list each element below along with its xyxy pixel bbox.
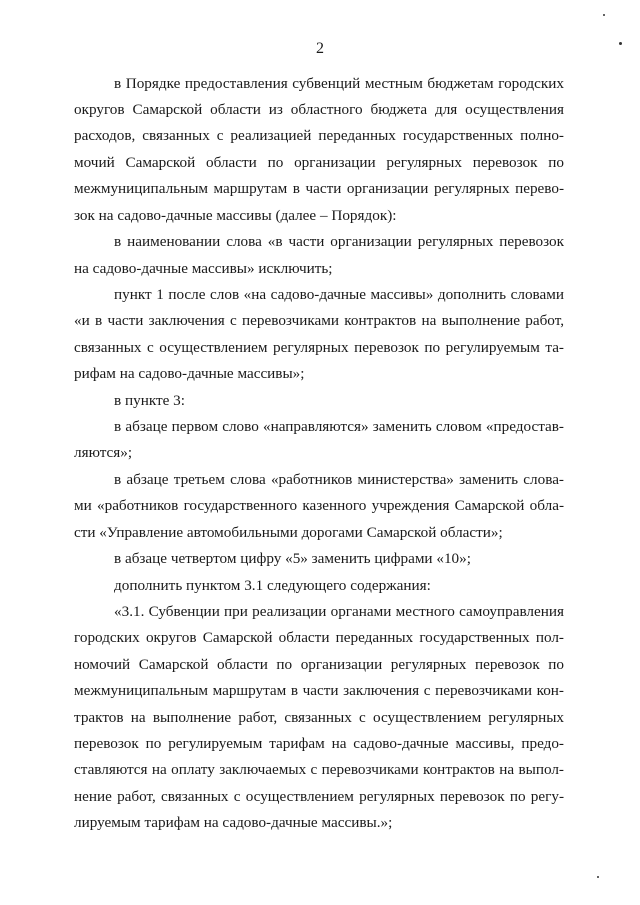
text-line: рифам на садово-дачные массивы»; <box>74 365 305 382</box>
text-line: «3.1. Субвенции при реализации органами местного самоуправления <box>114 603 564 620</box>
text-line: в пункте 3: <box>114 392 185 409</box>
text-line: ми «работников государственного казенного учреждения Самарской обла- <box>74 497 564 514</box>
text-line: в абзаце первом слово «направляются» заменить словом «предостав- <box>114 418 564 435</box>
text-line: сти «Управление автомобильными дорогами Самарской области»; <box>74 524 503 541</box>
text-line: в наименовании слова «в части организации регулярных перевозок <box>114 233 564 250</box>
text-line: «и в части заключения с перевозчиками контрактов на выполнение работ, <box>74 312 564 329</box>
text-line: расходов, связанных с реализацией переданных государственных полно- <box>74 127 564 144</box>
text-line: городских округов Самарской области переданных государственных пол- <box>74 629 564 646</box>
text-line: межмуниципальным маршрутам в части заключения с перевозчиками кон- <box>74 682 564 699</box>
scan-speck <box>603 14 605 16</box>
scan-speck <box>597 876 599 878</box>
scan-speck <box>619 42 622 45</box>
text-line: зок на садово-дачные массивы (далее – Порядок): <box>74 207 397 224</box>
text-line: нение работ, связанных с осуществлением регулярных перевозок по регу- <box>74 788 564 805</box>
text-line: межмуниципальным маршрутам в части организации регулярных перево- <box>74 180 564 197</box>
text-line: дополнить пунктом 3.1 следующего содержания: <box>114 577 431 594</box>
text-line: округов Самарской области из областного бюджета для осуществления <box>74 101 564 118</box>
text-line: лируемым тарифам на садово-дачные массивы.»; <box>74 814 393 831</box>
text-line: пункт 1 после слов «на садово-дачные массивы» дополнить словами <box>114 286 564 303</box>
text-line: трактов на выполнение работ, связанных с осуществлением регулярных <box>74 709 564 726</box>
text-line: на садово-дачные массивы» исключить; <box>74 260 333 277</box>
text-line: в абзаце четвертом цифру «5» заменить цифрами «10»; <box>114 550 471 567</box>
text-line: номочий Самарской области по организации регулярных перевозок по <box>74 656 564 673</box>
text-line: перевозок по регулируемым тарифам на садово-дачные массивы, предо- <box>74 735 564 752</box>
page-number: 2 <box>316 40 324 57</box>
text-line: связанных с осуществлением регулярных перевозок по регулируемым та- <box>74 339 564 356</box>
text-line: мочий Самарской области по организации регулярных перевозок по <box>74 154 564 171</box>
text-line: ставляются на оплату заключаемых с перевозчиками контрактов на выпол- <box>74 761 564 778</box>
text-line: ляются»; <box>74 444 133 461</box>
text-line: в Порядке предоставления субвенций местным бюджетам городских <box>114 75 564 92</box>
text-line: в абзаце третьем слова «работников министерства» заменить слова- <box>114 471 564 488</box>
